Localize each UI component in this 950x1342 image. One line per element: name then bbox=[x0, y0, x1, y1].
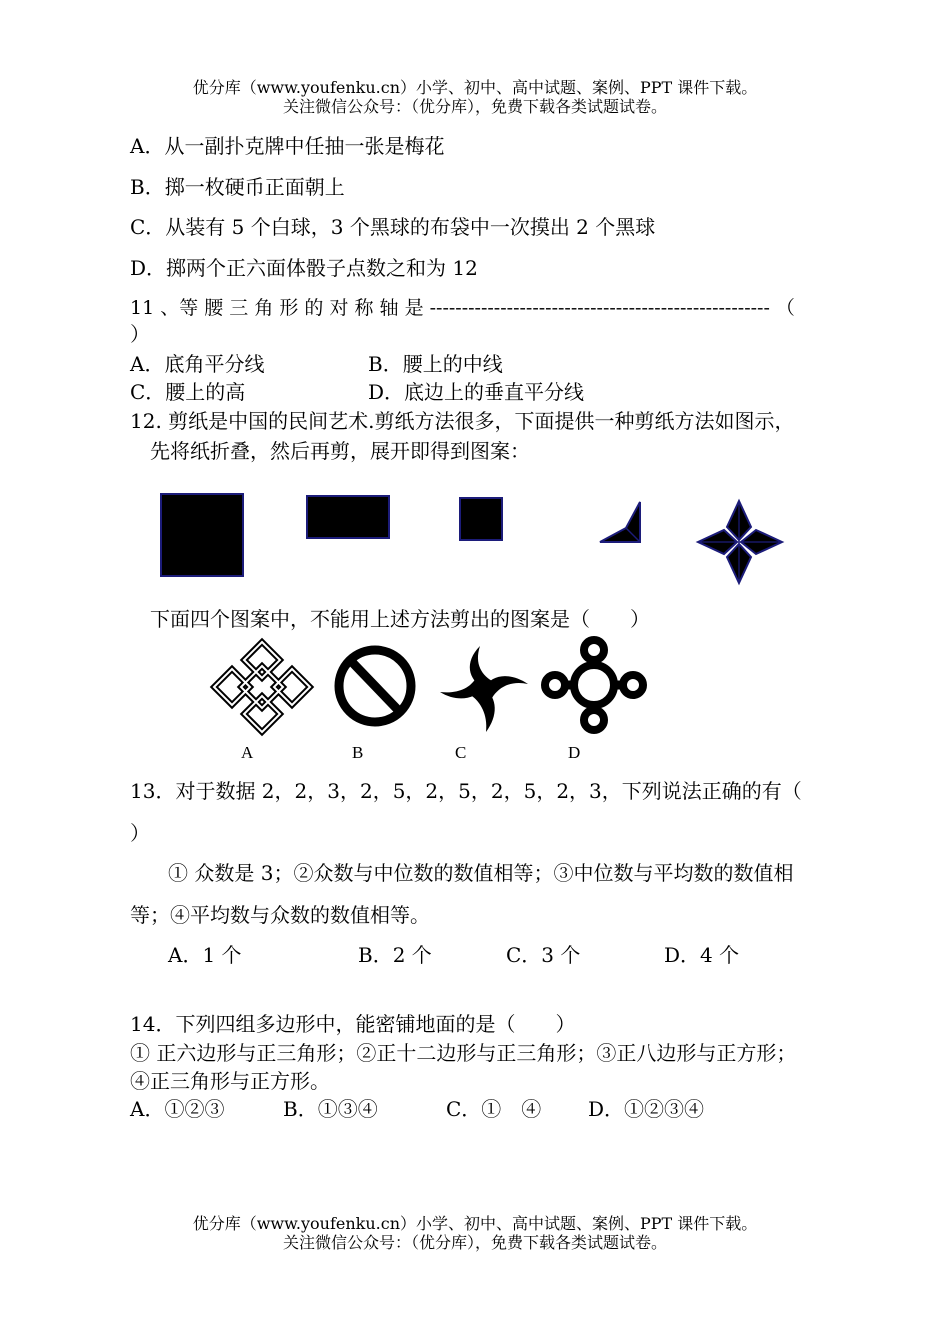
q11-option-d: D．底边上的垂直平分线 bbox=[368, 380, 585, 404]
q13-statement-line-2: 等；④平均数与众数的数值相等。 bbox=[130, 903, 430, 927]
fold-result-star-pattern bbox=[696, 499, 784, 585]
q13-close-paren: ） bbox=[130, 821, 150, 845]
header-line-1: 优分库（www.youfenku.cn）小学、初中、高中试题、案例、PPT 课件下载。 bbox=[192, 78, 758, 97]
q14-option-a: A．①②③ bbox=[130, 1097, 225, 1121]
option-a-label: A bbox=[241, 743, 254, 762]
q13-option-c: C．3 个 bbox=[506, 943, 581, 967]
q12-stem-line-1: 12. 剪纸是中国的民间艺术.剪纸方法很多，下面提供一种剪纸方法如图示， bbox=[130, 409, 795, 433]
q11-option-c: C．腰上的高 bbox=[130, 380, 246, 404]
q14-stem: 14．下列四组多边形中，能密铺地面的是（ ） bbox=[130, 1012, 576, 1036]
option-c-swirl bbox=[434, 640, 534, 736]
q13-option-a: A．1 个 bbox=[168, 943, 242, 967]
q11-option-a: A．底角平分线 bbox=[130, 352, 265, 376]
q10-option-b: B．掷一枚硬币正面朝上 bbox=[130, 175, 345, 199]
q11-close-paren: ） bbox=[130, 322, 150, 346]
q14-statement-line-2: ④正三角形与正方形。 bbox=[130, 1069, 330, 1093]
option-b-label: B bbox=[352, 743, 364, 762]
option-d-ring-circles bbox=[541, 636, 647, 734]
q13-statement-line-1: ① 众数是 3；②众数与中位数的数值相等；③中位数与平均数的数值相 bbox=[168, 861, 794, 885]
q11-stem: 11 、等 腰 三 角 形 的 对 称 轴 是 ----------------------------------------------------- （ bbox=[130, 297, 795, 319]
q11-option-b: B．腰上的中线 bbox=[368, 352, 503, 376]
footer-line-1: 优分库（www.youfenku.cn）小学、初中、高中试题、案例、PPT 课件下载。 bbox=[192, 1214, 758, 1233]
fold-step-square-small bbox=[459, 497, 503, 541]
option-d-label: D bbox=[568, 743, 581, 762]
header-line-2: 关注微信公众号：（优分库），免费下载各类试题试卷。 bbox=[282, 97, 667, 116]
footer-line-2: 关注微信公众号：（优分库），免费下载各类试题试卷。 bbox=[282, 1233, 667, 1252]
q10-option-a: A．从一副扑克牌中任抽一张是梅花 bbox=[130, 134, 445, 158]
q13-stem: 13．对于数据 2，2，3，2，5，2，5，2，5，2，3，下列说法正确的有（ bbox=[130, 779, 802, 803]
q14-statement-line-1: ① 正六边形与正三角形；②正十二边形与正三角形；③正八边形与正方形； bbox=[130, 1041, 797, 1065]
q12-stem-line-2: 先将纸折叠，然后再剪，展开即得到图案： bbox=[150, 439, 530, 463]
q10-option-d: D．掷两个正六面体骰子点数之和为 12 bbox=[130, 256, 478, 280]
option-a-knot-pattern bbox=[210, 638, 314, 736]
option-b-circle-slash bbox=[331, 644, 419, 728]
fold-step-cut-triangle bbox=[598, 500, 644, 544]
fold-step-rectangle bbox=[306, 495, 390, 539]
q13-option-d: D．4 个 bbox=[664, 943, 740, 967]
q10-option-c: C．从装有 5 个白球，3 个黑球的布袋中一次摸出 2 个黑球 bbox=[130, 215, 656, 239]
q13-option-b: B．2 个 bbox=[358, 943, 432, 967]
q14-option-b: B．①③④ bbox=[283, 1097, 378, 1121]
q14-option-d: D．①②③④ bbox=[588, 1097, 705, 1121]
option-c-label: C bbox=[455, 743, 467, 762]
q14-option-c: C．① ④ bbox=[446, 1097, 542, 1121]
fold-step-square-large bbox=[160, 493, 244, 577]
q12-question: 下面四个图案中，不能用上述方法剪出的图案是（ ） bbox=[150, 607, 650, 631]
